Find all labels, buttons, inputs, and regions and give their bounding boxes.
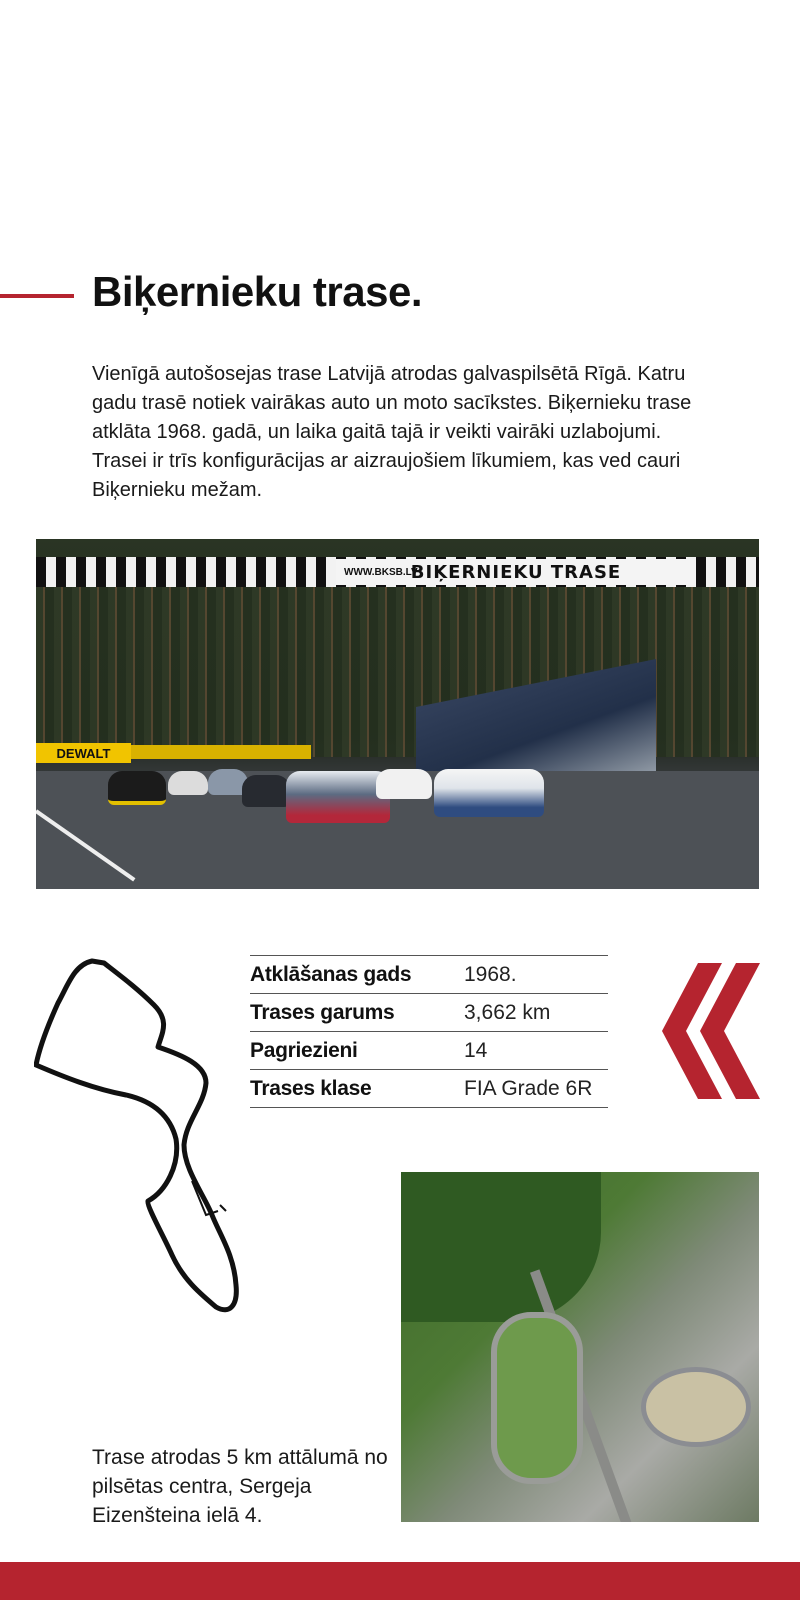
banner-title: BIĶERNIEKU TRASE xyxy=(336,559,696,585)
spec-label: Trases klase xyxy=(250,1070,464,1108)
race-car xyxy=(168,771,208,795)
table-row xyxy=(250,1070,608,1108)
spec-value: 3,662 km xyxy=(464,994,608,1032)
race-car xyxy=(108,771,166,805)
table-row xyxy=(250,956,608,994)
aerial-circuit xyxy=(491,1312,583,1484)
race-car xyxy=(286,771,390,823)
table-row xyxy=(250,1032,608,1070)
spec-label: Trases garums xyxy=(250,994,464,1032)
sponsor-board: DEWALT xyxy=(36,743,131,763)
race-car xyxy=(242,775,290,807)
spec-value: FIA Grade 6R xyxy=(464,1070,608,1108)
race-car xyxy=(434,769,544,817)
spec-label: Atklāšanas gads xyxy=(250,956,464,994)
banner-url: WWW.BKSB.LV xyxy=(344,567,418,578)
spec-value: 14 xyxy=(464,1032,608,1070)
spec-label: Pagriezieni xyxy=(250,1032,464,1070)
aerial-stadium xyxy=(641,1367,751,1447)
aerial-view-image xyxy=(401,1172,759,1522)
barrier-wall xyxy=(131,745,311,759)
hero-race-photo xyxy=(36,539,759,889)
title-accent-line xyxy=(0,294,74,298)
aerial-forest xyxy=(401,1172,601,1322)
double-chevron-left-icon xyxy=(660,963,760,1099)
track-specs-table xyxy=(250,955,608,1108)
intro-paragraph: Vienīgā autošosejas trase Latvijā atrodas galvaspilsētā Rīgā. Katru gadu trasē notiek vairākas auto un moto sacīkstes. Biķernieku trase atklāta 1968. gadā, un laika gaitā tajā ir veikti vairāki uzlabojumi. Trasei ir trīs konfigurācijas ar aizraujošiem līkumiem, kas ved cauri Biķernieku mežam. xyxy=(92,363,692,501)
race-car xyxy=(376,769,432,799)
track-layout-icon xyxy=(34,955,252,1317)
spec-value: 1968. xyxy=(464,956,608,994)
page-title: Biķernieku trase. xyxy=(92,268,423,315)
table-row xyxy=(250,994,608,1032)
location-text: Trase atrodas 5 km attālumā no pilsētas centra, Sergeja Eizenšteina ielā 4. xyxy=(92,1446,388,1527)
footer-bar xyxy=(0,1562,800,1600)
